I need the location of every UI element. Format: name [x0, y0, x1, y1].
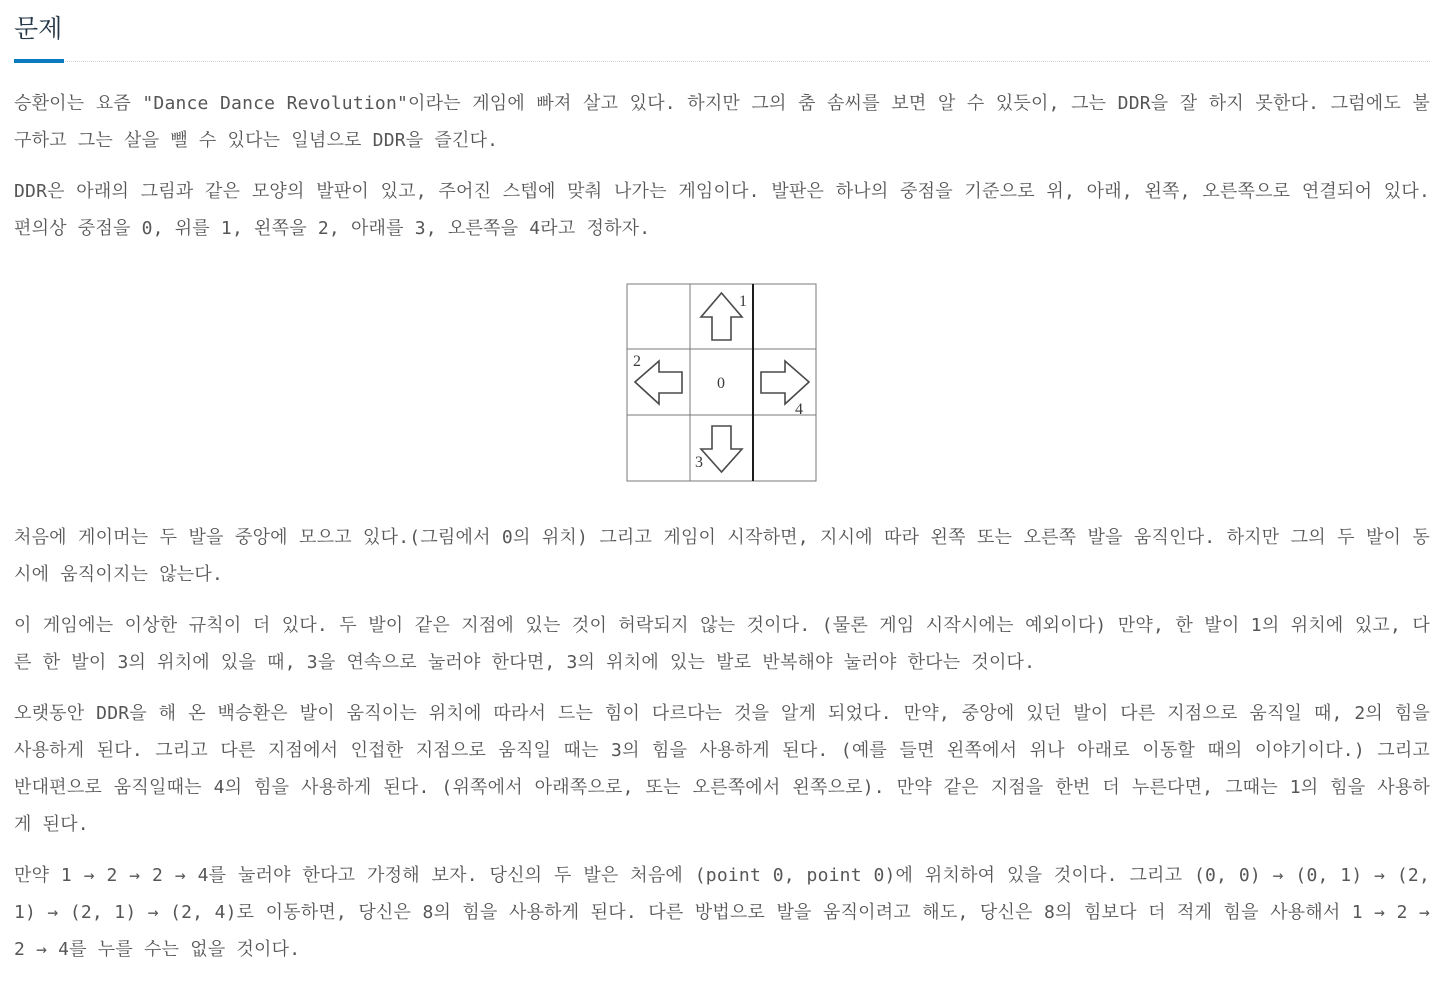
down-arrow-icon: [701, 426, 742, 472]
up-arrow-icon: [701, 293, 742, 340]
pad-label-left: 2: [633, 353, 641, 370]
paragraph-costs: 오랫동안 DDR을 해 온 백승환은 발이 움직이는 위치에 따라서 드는 힘이 다르다는 것을 알게 되었다. 만약, 중앙에 있던 발이 다른 지점으로 움직일 때, 2의 힘을 사용하게 된다. 그리고 다른 지점에서 인접한 지점으로 움직일 때는 3의 힘을 사용하게 된다. (예를 들면 왼쪽에서 위나 아래로 이동할 때의 이야기이다.) 그리고 반대편으로 움직일때는 4의 힘을 사용하게 된다. (위쪽에서 아래쪽으로, 또는 오른쪽에서 왼쪽으로). 만약 같은 지점을 한번 더 누른다면, 그때는 1의 힘을 사용하게 된다.: [14, 703, 1430, 835]
pad-label-up: 1: [739, 293, 747, 310]
paragraph-intro: 승환이는 요즘 "Dance Dance Revolution"이라는 게임에 빠져 살고 있다. 하지만 그의 춤 솜씨를 보면 알 수 있듯이, 그는 DDR을 잘 하지 못한다. 그럼에도 불구하고 그는 살을 뺄 수 있다는 일념으로 DDR을 즐긴다.: [14, 93, 1430, 151]
section-divider: [14, 59, 1430, 63]
pad-label-center: 0: [717, 375, 725, 392]
ddr-pad-figure: [626, 283, 818, 483]
pad-label-right: 4: [795, 401, 803, 418]
paragraph-rules: 이 게임에는 이상한 규칙이 더 있다. 두 발이 같은 지점에 있는 것이 허락되지 않는 것이다. (물론 게임 시작시에는 예외이다) 만약, 한 발이 1의 위치에 있고, 다른 한 발이 3의 위치에 있을 때, 3을 연속으로 눌러야 한다면, 3의 위치에 있는 발로 반복해야 눌러야 한다는 것이다.: [14, 615, 1430, 673]
pad-figure-container: [14, 283, 1430, 483]
left-arrow-icon: [635, 361, 682, 404]
paragraph-example: 만약 1 → 2 → 2 → 4를 눌러야 한다고 가정해 보자. 당신의 두 발은 처음에 (point 0, point 0)에 위치하여 있을 것이다. 그리고 (0, 0) → (0, 1) → (2, 1) → (2, 1) → (2, 4)로 이동하면, 당신은 8의 힘을 사용하게 된다. 다른 방법으로 발을 움직이려고 해도, 당신은 8의 힘보다 더 적게 힘을 사용해서 1 → 2 → 2 → 4를 누를 수는 없을 것이다.: [14, 865, 1430, 960]
right-arrow-icon: [761, 361, 809, 404]
page-title: 문제: [14, 15, 63, 43]
pad-label-down: 3: [695, 454, 703, 471]
divider-accent-bar: [14, 59, 64, 63]
paragraph-pad-description: DDR은 아래의 그림과 같은 모양의 발판이 있고, 주어진 스텝에 맞춰 나가는 게임이다. 발판은 하나의 중점을 기준으로 위, 아래, 왼쪽, 오른쪽으로 연결되어 있다. 편의상 중점을 0, 위를 1, 왼쪽을 2, 아래를 3, 오른쪽을 4라고 정하자.: [14, 181, 1430, 239]
divider-dotted-line: [14, 61, 1430, 62]
problem-statement: [14, 85, 1430, 968]
problem-section: [0, 14, 1444, 968]
paragraph-start-position: 처음에 게이머는 두 발을 중앙에 모으고 있다.(그림에서 0의 위치) 그리고 게임이 시작하면, 지시에 따라 왼쪽 또는 오른쪽 발을 움직인다. 하지만 그의 두 발이 동시에 움직이지는 않는다.: [14, 527, 1430, 585]
